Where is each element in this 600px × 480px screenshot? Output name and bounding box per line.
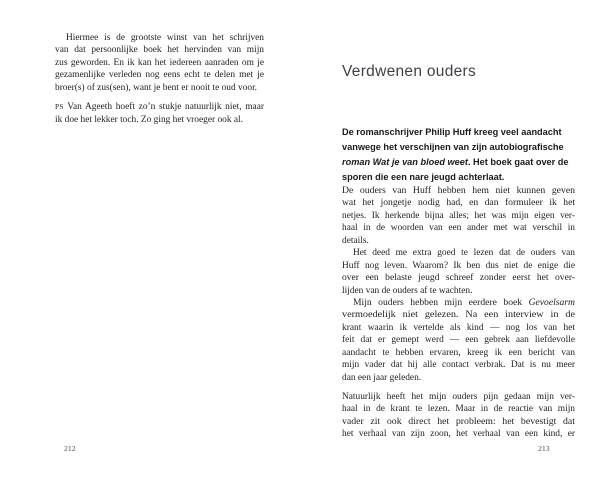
- text-line: [342, 297, 575, 309]
- text-segment: Hiermee is de grootste winst van het schrijven: [66, 33, 264, 43]
- text-segment: wat het jongetje nodig had, en dan formuleer ik het: [342, 198, 575, 209]
- text-line: [55, 101, 264, 113]
- text-line: [342, 210, 575, 222]
- text-segment: over een belaste jeugd schreef zonder eerst het over-: [342, 273, 575, 284]
- text-segment: krant waarin ik vertelde als kind — nog los van het: [342, 322, 575, 333]
- text-line: [342, 235, 575, 247]
- italic-text: Gevoelsarm: [528, 297, 575, 308]
- text-line: [342, 185, 575, 197]
- text-line: [55, 57, 264, 69]
- text-line: [342, 416, 575, 428]
- text-segment: van dat persoonlijke boek het hervinden van mijn: [55, 45, 264, 56]
- text-segment: Van Ageeth hoeft zo’n stukje natuurlijk niet, maar: [63, 102, 264, 113]
- left-page-text: [55, 32, 264, 126]
- text-segment: De romanschrijver Philip Huff kreeg veel aandacht: [342, 127, 562, 137]
- text-line: [55, 82, 264, 94]
- text-line: [342, 155, 578, 170]
- text-line: [342, 247, 575, 259]
- text-line: [342, 125, 578, 140]
- text-segment: ik doe het lekker toch. Zo ging het vroeger ook al.: [55, 114, 243, 125]
- text-segment: haal in de woorden van een ander met wat verschil in: [342, 223, 575, 234]
- left-page-number: 212: [64, 444, 76, 453]
- text-line: [342, 391, 575, 403]
- text-line: [55, 69, 264, 81]
- text-line: [55, 32, 264, 44]
- text-line: [342, 372, 575, 384]
- chapter-title: Verdwenen ouders: [342, 63, 477, 80]
- text-segment: zus geworden. En ik kan het iedereen aanraden om je: [55, 57, 264, 68]
- text-line: [342, 322, 575, 334]
- text-segment: Natuurlijk heeft het mijn ouders pijn gedaan mijn ver-: [342, 392, 575, 402]
- text-segment: dan een jaar geleden.: [342, 372, 422, 383]
- text-line: [342, 260, 575, 272]
- right-page-number: 213: [538, 444, 550, 453]
- text-segment: De ouders van Huff hebben hem niet kunnen geven: [342, 186, 575, 196]
- text-segment: Mijn ouders hebben mijn eerdere boek: [353, 297, 529, 308]
- text-line: [342, 197, 575, 209]
- text-segment: haal in de krant te lezen. Maar in de reactie van mijn: [342, 404, 575, 415]
- chapter-intro: [342, 125, 578, 185]
- text-line: [342, 309, 575, 321]
- text-line: [342, 347, 575, 359]
- text-segment: mijn vader dat hij alle contact verbrak. Dat is nu meer: [342, 360, 575, 371]
- text-segment: vermoedelijk niet gelezen. Na een interview in de: [342, 310, 575, 321]
- right-page-text: [342, 185, 575, 441]
- text-line: [342, 222, 575, 234]
- text-segment: vanwege het verschijnen van zijn autobiografische: [342, 141, 564, 152]
- text-segment: Het deed me extra goed te lezen dat de ouders van: [353, 248, 575, 259]
- text-segment: broer(s) of zus(sen), want je bent er nooit te oud voor.: [55, 82, 258, 93]
- text-segment: feit dat er gemept werd — een gebrek aan liefdevolle: [342, 335, 575, 346]
- text-segment: details.: [342, 235, 369, 246]
- text-line: [342, 170, 578, 185]
- text-segment: vader zit ook direct het probleem: het bevestigt dat: [342, 416, 575, 427]
- text-segment: lijden van de ouders af te wachten.: [342, 285, 473, 296]
- smallcaps-text: PS: [55, 102, 64, 112]
- text-segment: sporen die een nare jeugd achterlaat.: [342, 171, 505, 182]
- text-line: [342, 334, 575, 346]
- text-segment: Huff nog leven. Waarom? Ik ben dus niet de enige die: [342, 260, 575, 271]
- text-segment: . Het boek gaat over de: [467, 156, 569, 167]
- text-line: [342, 428, 575, 440]
- right-page: [300, 0, 600, 480]
- text-line: [342, 272, 575, 284]
- text-line: [342, 359, 575, 371]
- text-segment: gezamenlijke verleden nog eens echt te delen met je: [55, 70, 264, 81]
- italic-text: roman Wat je van bloed weet: [342, 156, 468, 167]
- text-line: [342, 140, 578, 155]
- text-segment: aandacht te hebben ervaren, kreeg ik een bericht van: [342, 347, 575, 358]
- text-segment: netjes. Ik herkende bijna alles; het was mijn eigen ver-: [342, 210, 575, 221]
- text-line: [55, 44, 264, 56]
- text-line: [342, 403, 575, 415]
- paragraph-gap: [342, 384, 575, 391]
- text-line: [55, 114, 264, 126]
- text-segment: het verhaal van zijn zoon, het verhaal van een kind, er: [342, 429, 575, 440]
- paragraph-gap: [55, 94, 264, 101]
- text-line: [342, 285, 575, 297]
